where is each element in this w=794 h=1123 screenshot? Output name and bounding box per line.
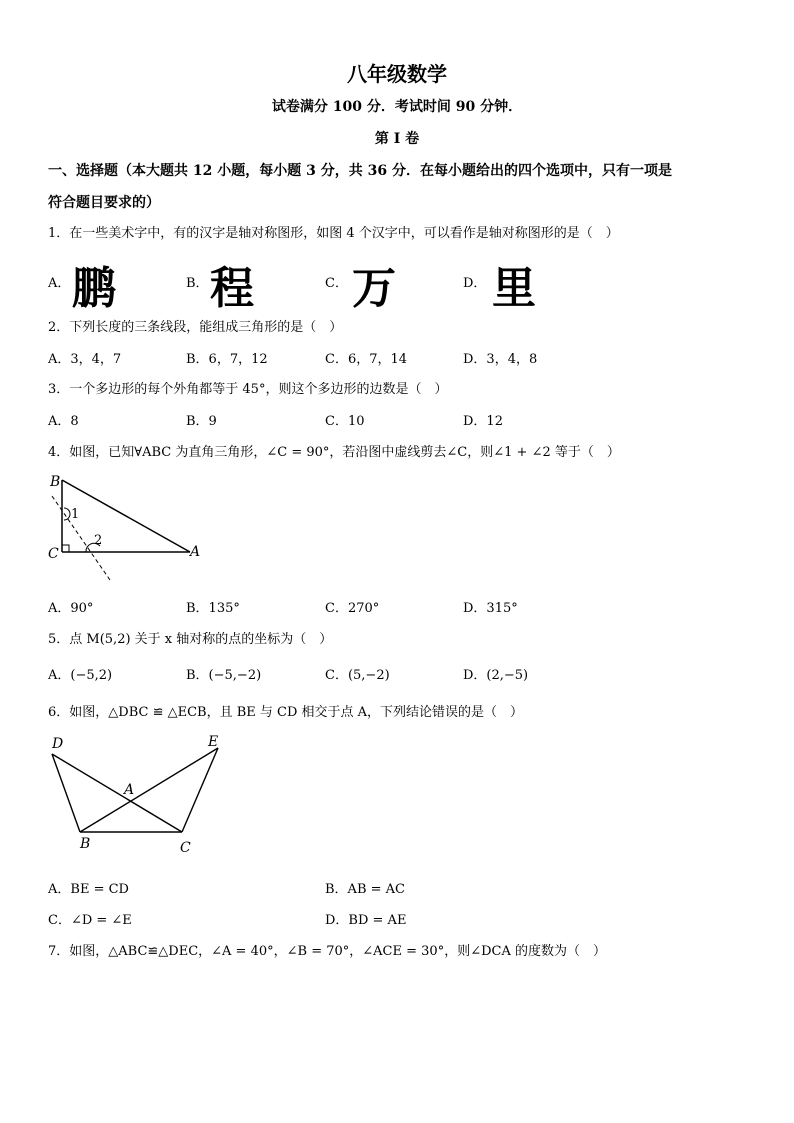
angle-1-label: 1 — [71, 507, 80, 522]
q1-option-b-char: 程 — [210, 263, 254, 314]
section-heading-line1: 一、选择题（本大题共 12 小题，每小题 3 分，共 36 分．在每小题给出的四个选项中，只有一项是 — [48, 163, 672, 179]
segment-ce — [182, 748, 218, 832]
question-3-stem: 3．一个多边形的每个外角都等于 45°，则这个多边形的边数是（ ） — [48, 382, 448, 397]
q3-option-d: D．12 — [463, 414, 503, 429]
q1-option-d-label: D． — [463, 276, 487, 291]
q4-option-b: B．135° — [186, 601, 240, 616]
question-2-stem: 2．下列长度的三条线段，能组成三角形的是（ ） — [48, 320, 343, 335]
q1-option-d-char: 里 — [492, 263, 536, 314]
side-ba — [62, 480, 190, 552]
q5-option-c: C．(5,−2) — [325, 668, 390, 683]
right-triangle-figure — [40, 468, 210, 586]
point-d-label: D — [52, 736, 64, 752]
point-c-label: C — [180, 840, 191, 856]
point-a-label: A — [124, 782, 135, 798]
q2-option-a: A．3，4，7 — [48, 352, 122, 367]
question-7-stem: 7．如图，△ABC≌△DEC，∠A = 40°，∠B = 70°，∠ACE = 30°，则∠DCA 的度数为（ ） — [48, 944, 606, 959]
q3-option-a: A．8 — [48, 414, 79, 429]
segment-dc — [52, 754, 182, 832]
q4-option-c: C．270° — [325, 601, 380, 616]
question-5-stem: 5．点 M(5,2) 关于 x 轴对称的点的坐标为（ ） — [48, 632, 333, 647]
question-4-stem: 4．如图，已知∀ABC 为直角三角形，∠C = 90°，若沿图中虚线剪去∠C，则∠1 + ∠2 等于（ ） — [48, 445, 620, 460]
q1-option-a-label: A． — [48, 276, 71, 291]
congruent-triangles-figure — [40, 730, 240, 860]
point-b-label: B — [80, 836, 91, 852]
q6-option-a: A．BE = CD — [48, 882, 129, 897]
q4-option-a: A．90° — [48, 601, 94, 616]
q5-option-a: A．(−5,2) — [48, 668, 113, 683]
vertex-a-label: A — [190, 544, 201, 560]
question-1-stem: 1．在一些美术字中，有的汉字是轴对称图形，如图 4 个汉字中，可以看作是轴对称图形的是（ ） — [48, 226, 619, 241]
question-6-stem: 6．如图，△DBC ≌ △ECB，且 BE 与 CD 相交于点 A，下列结论错误的是（ ） — [48, 705, 524, 720]
q3-option-b: B．9 — [186, 414, 217, 429]
point-e-label: E — [208, 734, 219, 750]
q1-option-c-label: C． — [325, 276, 348, 291]
q1-option-a-char: 鹏 — [72, 263, 116, 314]
q2-option-d: D．3，4，8 — [463, 352, 538, 367]
page-title: 八年级数学 — [347, 62, 447, 86]
volume-label: 第 I 卷 — [374, 131, 420, 147]
q6-option-d: D．BD = AE — [325, 913, 407, 928]
q6-option-c: C．∠D = ∠E — [48, 913, 132, 928]
q2-option-c: C．6，7，14 — [325, 352, 408, 367]
angle-2-label: 2 — [94, 533, 103, 548]
segment-db — [52, 754, 80, 832]
vertex-b-label: B — [50, 474, 61, 490]
q1-option-c-char: 万 — [352, 263, 396, 314]
q1-option-b-label: B． — [186, 276, 209, 291]
vertex-c-label: C — [48, 546, 59, 562]
section-heading-line2: 符合题目要求的） — [48, 195, 160, 211]
q3-option-c: C．10 — [325, 414, 365, 429]
q5-option-d: D．(2,−5) — [463, 668, 529, 683]
exam-info: 试卷满分 100 分．考试时间 90 分钟． — [271, 99, 523, 115]
q5-option-b: B．(−5,−2) — [186, 668, 262, 683]
q2-option-b: B．6，7，12 — [186, 352, 268, 367]
q6-option-b: B．AB = AC — [325, 882, 405, 897]
segment-be — [80, 748, 218, 832]
right-angle-mark — [62, 545, 69, 552]
q4-option-d: D．315° — [463, 601, 518, 616]
